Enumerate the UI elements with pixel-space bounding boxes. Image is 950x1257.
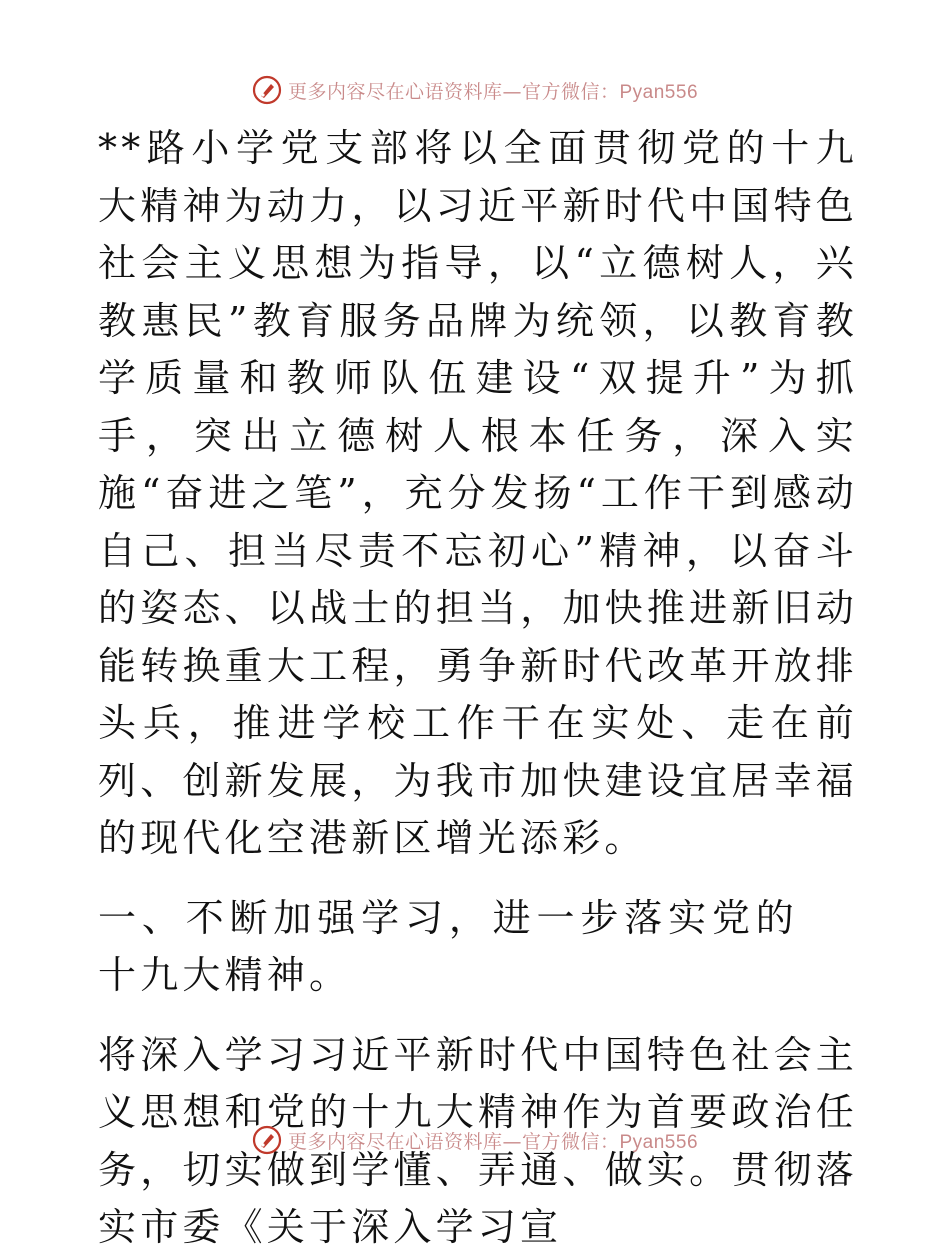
body-paragraph: 将深入学习习近平新时代中国特色社会主义思想和党的十九大精神作为首要政治任务，切实做到学懂、弄通、做实。贯彻落实市委《关于深入学习宣 [98,1032,858,1249]
section-heading: 一、不断加强学习，进一步落实党的十九大精神。 [98,895,798,997]
watermark-header [0,70,950,110]
watermark-handle: Pyan556 [619,1131,699,1153]
document-body [98,120,858,1257]
watermark-text: 更多内容尽在心语资料库—官方微信：Pyan556 [287,80,699,103]
pen-nib-logo-icon [252,75,282,105]
body-paragraph: **路小学党支部将以全面贯彻党的十九大精神为动力，以习近平新时代中国特色社会主义思想为指导，以“立德树人，兴教惠民”教育服务品牌为统领，以教育教学质量和教师队伍建设“双提升”为抓手，突出立德树人根本任务，深入实施“奋进之笔”，充分发扬“工作干到感动自己、担当尽责不忘初心”精神，以奋斗的姿态、以战士的担当，加快推进新旧动能转换重大工程，勇争新时代改革开放排头兵，推进学校工作干在实处、走在前列、创新发展，为我市加快建设宜居幸福的现代化空港新区增光添彩。 [98,126,858,860]
pen-nib-logo-icon [252,1125,282,1155]
watermark-footer [0,1120,950,1160]
watermark-handle: Pyan556 [619,81,699,103]
watermark-text: 更多内容尽在心语资料库—官方微信：Pyan556 [287,1130,699,1153]
